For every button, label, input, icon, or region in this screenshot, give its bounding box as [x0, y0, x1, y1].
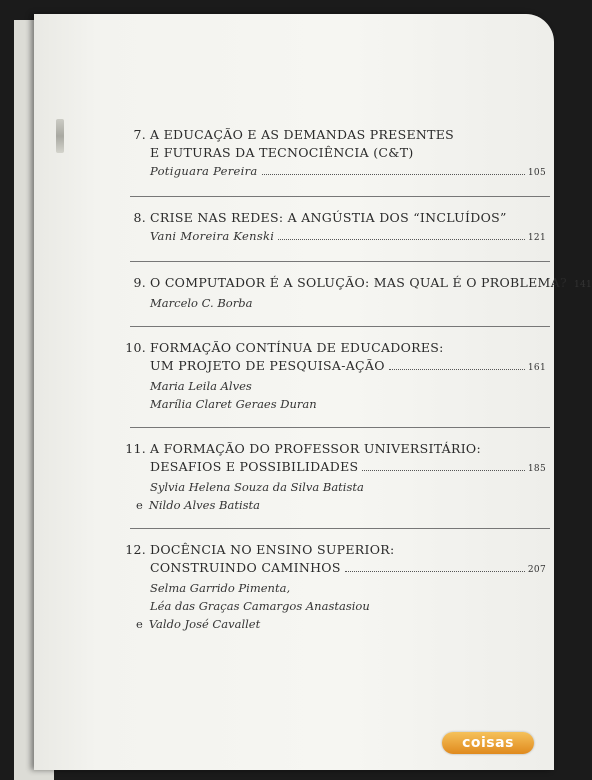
entry-title-line: E FUTURAS DA TECNOCIÊNCIA (C&T)	[150, 145, 414, 160]
entry-author: Léa das Graças Camargos Anastasiou	[150, 599, 370, 613]
toc-entry	[106, 541, 546, 633]
watermark-logo: coisas	[442, 732, 534, 754]
toc-entry	[106, 126, 546, 182]
entry-title-line: DESAFIOS E POSSIBILIDADES	[150, 459, 359, 474]
entry-author: Marília Claret Geraes Duran	[150, 397, 317, 411]
table-of-contents	[106, 126, 592, 647]
author-conjunction: e	[136, 498, 143, 512]
separator-rule	[130, 528, 550, 529]
separator-rule	[130, 196, 550, 197]
toc-entry	[106, 209, 546, 247]
entry-author: Vani Moreira Kenski	[150, 229, 275, 243]
toc-entry	[106, 339, 546, 413]
entry-title-line: UM PROJETO DE PESQUISA-AÇÃO	[150, 358, 385, 373]
book-page	[34, 14, 592, 770]
entry-number: 10.	[125, 340, 146, 355]
page-number: 141	[573, 280, 592, 290]
separator-rule	[130, 261, 550, 262]
dot-leader	[278, 238, 525, 240]
entry-title-line: CRISE NAS REDES: A ANGÚSTIA DOS “INCLUÍDOS”	[150, 210, 507, 225]
dot-leader	[262, 173, 525, 175]
page-number: 185	[527, 464, 546, 474]
entry-author	[106, 496, 546, 514]
page-number: 105	[527, 168, 546, 178]
entry-number: 7.	[133, 127, 146, 142]
separator-rule	[130, 326, 550, 327]
toc-entry	[106, 274, 592, 312]
entry-title-line: CONSTRUINDO CAMINHOS	[150, 560, 341, 575]
dot-leader	[345, 570, 525, 572]
toc-entry	[106, 440, 546, 514]
entry-author: Maria Leila Alves	[150, 379, 252, 393]
separator-rule	[130, 427, 550, 428]
entry-title-line: A FORMAÇÃO DO PROFESSOR UNIVERSITÁRIO:	[150, 441, 481, 456]
entry-number: 12.	[125, 542, 146, 557]
author-name: Nildo Alves Batista	[148, 498, 260, 512]
entry-title-line: FORMAÇÃO CONTÍNUA DE EDUCADORES:	[150, 340, 444, 355]
dot-leader	[362, 469, 525, 471]
entry-author: Sylvia Helena Souza da Silva Batista	[150, 480, 364, 494]
page-number: 161	[527, 363, 546, 373]
entry-number: 8.	[133, 210, 146, 225]
entry-title-line: DOCÊNCIA NO ENSINO SUPERIOR:	[150, 542, 395, 557]
dot-leader	[389, 368, 525, 370]
page-number: 121	[527, 233, 546, 243]
author-conjunction: e	[136, 617, 143, 631]
page-number: 207	[527, 565, 546, 575]
entry-title-line: O COMPUTADOR É A SOLUÇÃO: MAS QUAL É O PROBLEMA?	[150, 275, 567, 290]
entry-number: 9.	[133, 275, 146, 290]
page-edge-mark	[56, 119, 64, 153]
entry-title-line: A EDUCAÇÃO E AS DEMANDAS PRESENTES	[150, 127, 455, 142]
entry-number: 11.	[125, 441, 146, 456]
entry-author: Potiguara Pereira	[150, 164, 258, 178]
entry-author	[106, 615, 546, 633]
entry-author: Selma Garrido Pimenta,	[150, 581, 291, 595]
entry-author: Marcelo C. Borba	[150, 296, 253, 310]
author-name: Valdo José Cavallet	[148, 617, 261, 631]
